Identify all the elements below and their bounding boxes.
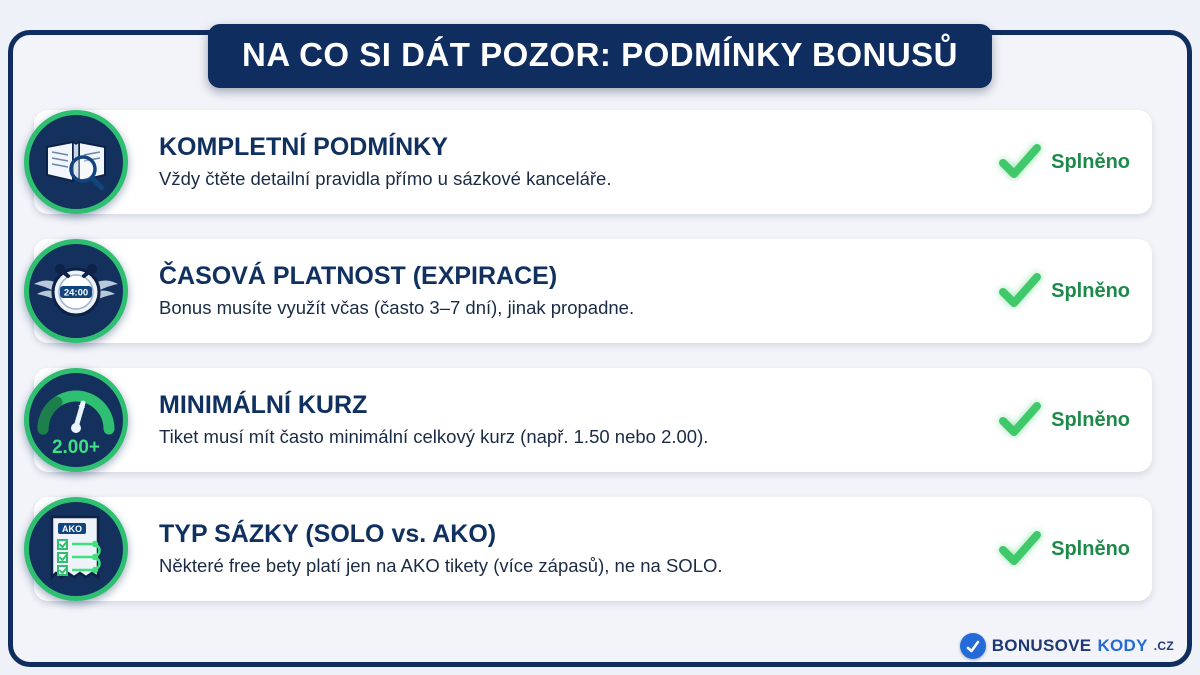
list-item-description: Bonus musíte využít včas (často 3–7 dní), jinak propadne.	[159, 296, 635, 318]
watermark-text-1: BONUSOVE	[991, 636, 1092, 655]
watermark-text-3: .CZ	[1153, 639, 1174, 653]
list-item-title: MINIMÁLNÍ KURZ	[159, 391, 368, 420]
condition-list	[34, 110, 1152, 626]
status-label: Splněno	[1051, 150, 1130, 173]
list-item-title: ČASOVÁ PLATNOST (EXPIRACE)	[159, 262, 558, 291]
list-item-title: KOMPLETNÍ PODMÍNKY	[159, 133, 448, 162]
status-label: Splněno	[1051, 537, 1130, 560]
check-icon	[998, 401, 1042, 439]
check-icon	[998, 272, 1042, 310]
check-icon	[998, 530, 1042, 568]
list-item[interactable]	[34, 110, 1152, 214]
status-label: Splněno	[1051, 408, 1130, 431]
status-badge	[998, 530, 1130, 568]
list-item-description: Tiket musí mít často minimální celkový kurz (např. 1.50 nebo 2.00).	[159, 425, 709, 447]
list-item[interactable]	[34, 368, 1152, 472]
watermark-text-2: KODY	[1097, 636, 1148, 655]
page-title: NA CO SI DÁT POZOR: PODMÍNKY BONUSŮ	[241, 36, 959, 73]
watermark-logo[interactable]	[960, 633, 1174, 659]
status-badge	[998, 272, 1130, 310]
gauge-icon	[24, 368, 128, 472]
status-label: Splněno	[1051, 279, 1130, 302]
list-item[interactable]	[34, 239, 1152, 343]
list-item-title: TYP SÁZKY (SOLO vs. AKO)	[159, 520, 497, 549]
list-item-description: Vždy čtěte detailní pravidla přímo u sázkové kanceláře.	[159, 167, 612, 189]
list-item[interactable]	[34, 497, 1152, 601]
title-ribbon	[208, 24, 992, 88]
winged-alarm-clock-icon	[24, 239, 128, 343]
check-icon	[998, 143, 1042, 181]
open-book-magnifier-icon	[24, 110, 128, 214]
status-badge	[998, 401, 1130, 439]
shield-check-icon	[960, 633, 986, 659]
svg-text:24:00: 24:00	[63, 287, 89, 299]
svg-text:AKO: AKO	[62, 524, 82, 534]
status-badge	[998, 143, 1130, 181]
betting-slip-icon	[24, 497, 128, 601]
svg-text:2.00+: 2.00+	[51, 437, 101, 458]
list-item-description: Některé free bety platí jen na AKO tikety (více zápasů), ne na SOLO.	[159, 554, 723, 576]
